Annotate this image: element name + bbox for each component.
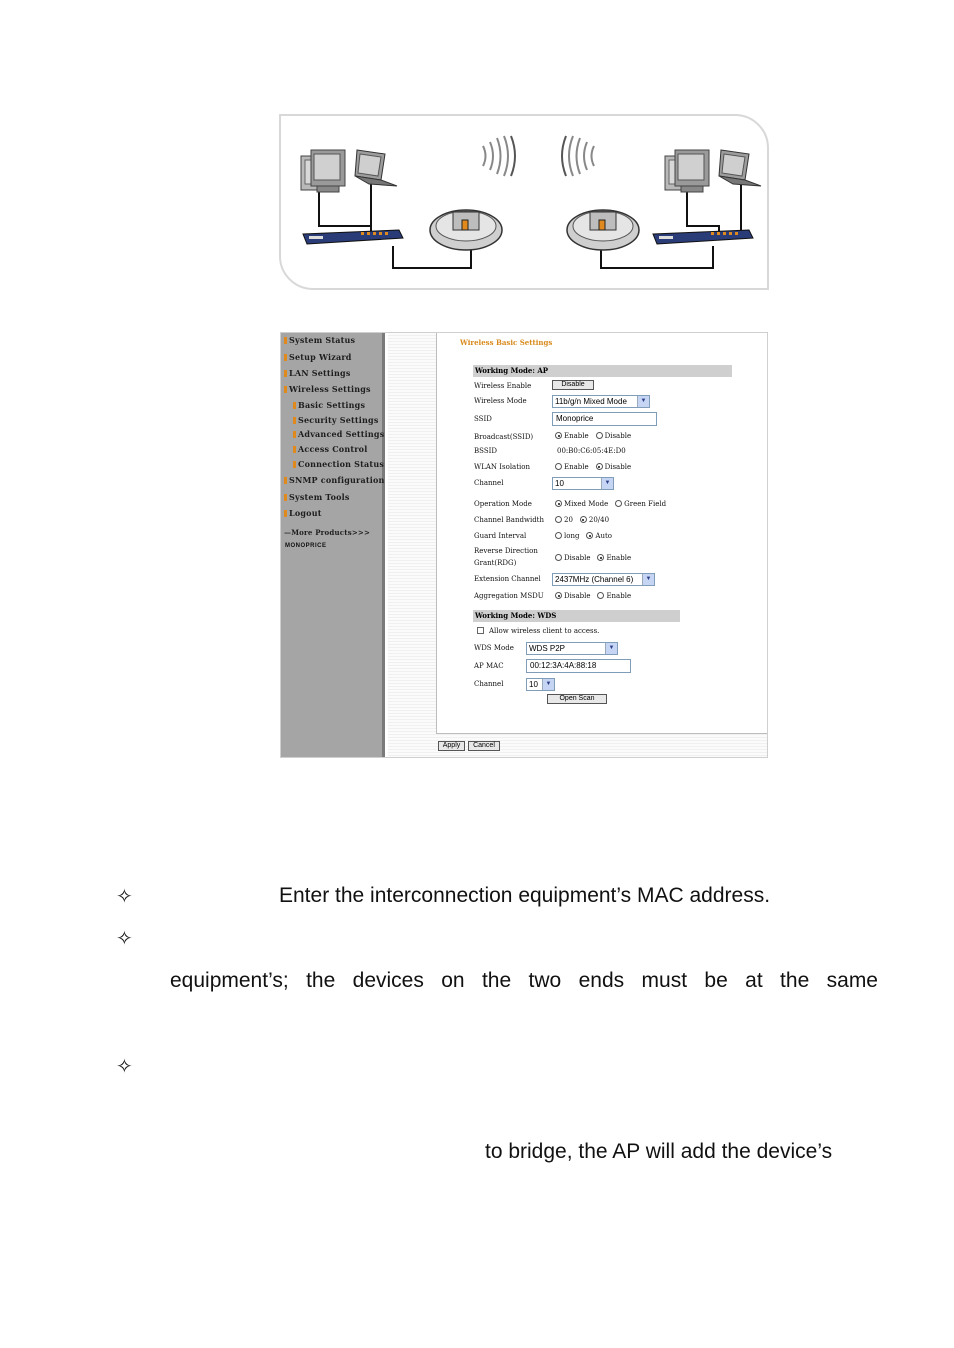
bandwidth-20-radio[interactable] bbox=[555, 516, 562, 523]
nav-bullet-icon bbox=[293, 461, 296, 468]
wireless-signal-icon-left bbox=[483, 136, 515, 176]
wireless-mode-label: Wireless Mode bbox=[474, 397, 527, 405]
nav-bullet-icon bbox=[284, 354, 287, 361]
extension-channel-select[interactable]: 2437MHz (Channel 6) ▼ bbox=[552, 573, 655, 586]
wlan-isolation-radios: Enable Disable bbox=[555, 463, 636, 471]
desktop-computer-icon-right bbox=[665, 150, 709, 192]
operation-mode-radios: Mixed Mode Green Field bbox=[555, 500, 671, 508]
rdg-enable-radio[interactable] bbox=[597, 554, 604, 561]
sidebar-item-advanced-settings[interactable]: Advanced Settings bbox=[293, 429, 384, 439]
green-field-radio[interactable] bbox=[615, 500, 622, 507]
nav-bullet-icon bbox=[284, 477, 287, 484]
network-switch-icon-left bbox=[303, 230, 403, 244]
sidebar-nav bbox=[281, 333, 385, 758]
ap-mac-label: AP MAC bbox=[474, 662, 504, 670]
sidebar-item-logout[interactable]: Logout bbox=[284, 508, 322, 518]
isolation-enable-radio[interactable] bbox=[555, 463, 562, 470]
wds-network-diagram bbox=[279, 114, 769, 290]
allow-client-row: Allow wireless client to access. bbox=[477, 627, 599, 635]
main-area bbox=[388, 333, 768, 758]
wireless-disable-button[interactable]: Disable bbox=[552, 380, 594, 390]
guard-interval-label: Guard Interval bbox=[474, 532, 527, 540]
rdg-label-line2: Grant(RDG) bbox=[474, 559, 517, 567]
wireless-signal-icon-right bbox=[562, 136, 594, 176]
diagram-graphic bbox=[281, 116, 771, 292]
nav-bullet-icon bbox=[293, 446, 296, 453]
aggregation-msdu-label: Aggregation MSDU bbox=[474, 592, 544, 600]
desktop-computer-icon-left bbox=[301, 150, 345, 192]
aggregation-disable-radio[interactable] bbox=[555, 592, 562, 599]
more-products-link[interactable]: —More Products>>> bbox=[284, 528, 371, 537]
wlan-isolation-label: WLAN Isolation bbox=[474, 463, 531, 471]
nav-bullet-icon bbox=[284, 370, 287, 377]
bullet-star-icon: ✧ bbox=[116, 926, 133, 950]
sidebar-item-setup-wizard[interactable]: Setup Wizard bbox=[284, 352, 352, 362]
channel-select[interactable]: 10 ▼ bbox=[552, 477, 614, 490]
aggregation-enable-radio[interactable] bbox=[597, 592, 604, 599]
ssid-label: SSID bbox=[474, 415, 492, 423]
bullet-star-icon: ✧ bbox=[116, 884, 133, 908]
guard-auto-radio[interactable] bbox=[586, 532, 593, 539]
mixed-mode-radio[interactable] bbox=[555, 500, 562, 507]
network-switch-icon-right bbox=[653, 230, 753, 244]
page-title: Wireless Basic Settings bbox=[460, 338, 553, 347]
wireless-mode-select[interactable]: 11b/g/n Mixed Mode ▼ bbox=[552, 395, 650, 408]
wireless-enable-label: Wireless Enable bbox=[474, 382, 532, 390]
sidebar-item-system-status[interactable]: System Status bbox=[284, 335, 355, 345]
sidebar-item-connection-status[interactable]: Connection Status bbox=[293, 459, 384, 469]
cancel-button[interactable]: Cancel bbox=[468, 741, 500, 751]
sidebar-item-security-settings[interactable]: Security Settings bbox=[293, 415, 379, 425]
monoprice-logo: MONOPRICE bbox=[285, 543, 327, 549]
nav-bullet-icon bbox=[284, 337, 287, 344]
channel-bandwidth-radios: 20 20/40 bbox=[555, 516, 614, 524]
open-scan-button[interactable]: Open Scan bbox=[547, 694, 607, 704]
rdg-radios: Disable Enable bbox=[555, 554, 636, 562]
guard-interval-radios: long Auto bbox=[555, 532, 617, 540]
bssid-label: BSSID bbox=[474, 447, 497, 455]
chevron-down-icon: ▼ bbox=[637, 396, 649, 407]
nav-bullet-icon bbox=[284, 386, 287, 393]
ap-mac-input[interactable]: 00:12:3A:4A:88:18 bbox=[526, 659, 631, 673]
sidebar-item-basic-settings[interactable]: Basic Settings bbox=[293, 400, 365, 410]
extension-channel-label: Extension Channel bbox=[474, 575, 541, 583]
ssid-input[interactable]: Monoprice bbox=[552, 412, 657, 426]
mac-address-instruction: Enter the interconnection equipment’s MAC address. bbox=[279, 884, 771, 907]
guard-long-radio[interactable] bbox=[555, 532, 562, 539]
chevron-down-icon: ▼ bbox=[642, 574, 654, 585]
chevron-down-icon: ▼ bbox=[605, 643, 617, 654]
sidebar-item-wireless-settings[interactable]: Wireless Settings bbox=[284, 384, 371, 394]
sidebar-item-system-tools[interactable]: System Tools bbox=[284, 492, 350, 502]
aggregation-msdu-radios: Disable Enable bbox=[555, 592, 636, 600]
chevron-down-icon: ▼ bbox=[542, 679, 554, 690]
rdg-disable-radio[interactable] bbox=[555, 554, 562, 561]
bssid-value: 00:B0:C6:05:4E:D0 bbox=[557, 447, 626, 455]
apply-button[interactable]: Apply bbox=[438, 741, 465, 751]
sidebar-item-snmp-configuration[interactable]: SNMP configuration bbox=[284, 475, 385, 485]
chevron-down-icon: ▼ bbox=[601, 478, 613, 489]
nav-bullet-icon bbox=[293, 417, 296, 424]
broadcast-enable-radio[interactable] bbox=[555, 432, 562, 439]
laptop-icon-right bbox=[719, 150, 761, 186]
bullet-star-icon: ✧ bbox=[116, 1054, 133, 1078]
nav-bullet-icon bbox=[293, 402, 296, 409]
nav-bullet-icon bbox=[293, 431, 296, 438]
broadcast-ssid-radios: Enable Disable bbox=[555, 432, 636, 440]
channel-label: Channel bbox=[474, 479, 504, 487]
channel-bandwidth-label: Channel Bandwidth bbox=[474, 516, 544, 524]
wireless-basic-settings-screenshot bbox=[280, 332, 768, 758]
nav-bullet-icon bbox=[284, 494, 287, 501]
bridge-instruction-text: to bridge, the AP will add the device’s bbox=[485, 1140, 833, 1163]
access-point-icon-left bbox=[430, 210, 502, 250]
allow-client-checkbox[interactable] bbox=[477, 627, 484, 634]
access-point-icon-right bbox=[567, 210, 639, 250]
sidebar-item-lan-settings[interactable]: LAN Settings bbox=[284, 368, 351, 378]
channel-instruction-text: equipment’s; the devices on the two ends must be at the same bbox=[170, 969, 878, 992]
isolation-disable-radio[interactable] bbox=[596, 463, 603, 470]
broadcast-disable-radio[interactable] bbox=[596, 432, 603, 439]
sidebar-item-access-control[interactable]: Access Control bbox=[293, 444, 367, 454]
rdg-label-line1: Reverse Direction bbox=[474, 547, 538, 555]
bandwidth-2040-radio[interactable] bbox=[580, 516, 587, 523]
laptop-icon-left bbox=[355, 150, 397, 186]
broadcast-ssid-label: Broadcast(SSID) bbox=[474, 433, 534, 441]
settings-panel bbox=[436, 333, 768, 734]
section-header-wds: Working Mode: WDS bbox=[473, 610, 680, 622]
wds-mode-select[interactable]: WDS P2P ▼ bbox=[526, 642, 618, 655]
wds-channel-select[interactable]: 10 ▼ bbox=[526, 678, 555, 691]
wds-mode-label: WDS Mode bbox=[474, 644, 514, 652]
section-header-ap: Working Mode: AP bbox=[473, 365, 732, 377]
wds-channel-label: Channel bbox=[474, 680, 504, 688]
operation-mode-label: Operation Mode bbox=[474, 500, 532, 508]
nav-bullet-icon bbox=[284, 510, 287, 517]
